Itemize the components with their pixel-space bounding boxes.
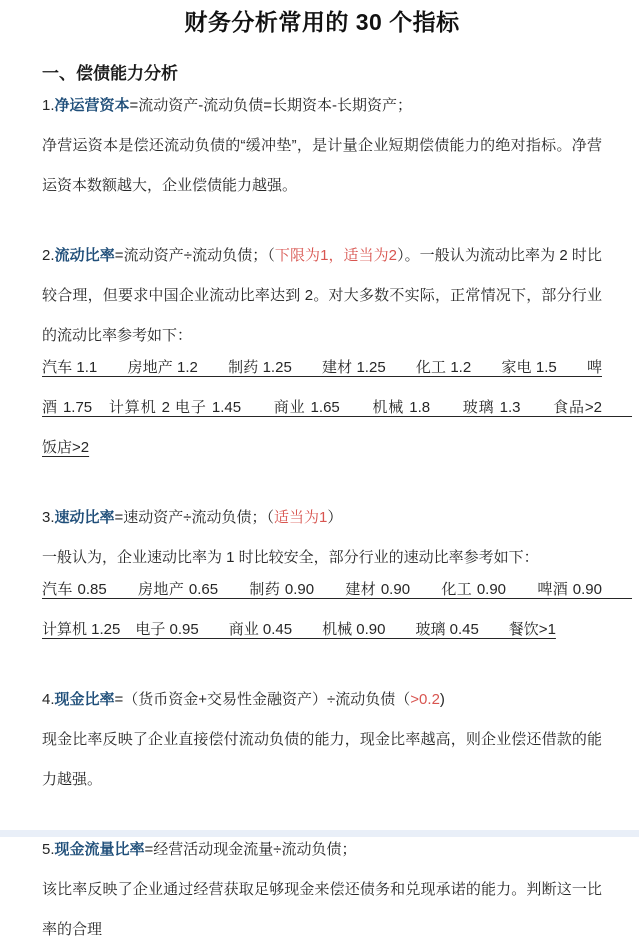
document-page — [0, 6, 639, 950]
section-heading-solvency: 一、偿债能力分析 — [42, 64, 178, 83]
indicator-3-term: 速动比率 — [54, 509, 115, 526]
document-title: 财务分析常用的 30 个指标 — [184, 9, 460, 35]
indicator-5-term: 现金流量比率 — [54, 841, 145, 858]
indicator-3-formula-tail: ） — [327, 509, 343, 526]
indicator-5-description: 该比率反映了企业通过经营获取足够现金来偿还债务和兑现承诺的能力。判断这一比率的合理 — [42, 881, 602, 938]
indicator-4-formula-text: =（货币资金+交易性金融资产）÷流动负债（ — [114, 691, 411, 708]
indicator-1-formula-text: =流动资产-流动负债=长期资本-长期资产； — [129, 97, 413, 114]
indicator-4-description: 现金比率反映了企业直接偿付流动负债的能力，现金比率越高，则企业偿还借款的能力越强。 — [42, 731, 602, 788]
indicator-2-formula — [42, 236, 602, 356]
indicator-5-number: 5. — [42, 841, 55, 858]
indicator-3-reference-table: 汽车 0.85 房地产 0.65 制药 0.90 建材 0.90 化工 0.90 啤酒 0.90 计算机 1.25 电子 0.95 商业 0.45 机械 0.90 玻璃 0.45 餐饮>1 — [42, 581, 633, 638]
indicator-2-formula-text: =流动资产÷流动负债；（ — [114, 247, 275, 264]
indicator-2-reference-table: 汽车 1.1 房地产 1.2 制药 1.25 建材 1.25 化工 1.2 家电 1.5 啤酒 1.75 计算机 2 电子 1.45 商业 1.65 机械 1.8 玻璃 1.3 食品>2 饭店>2 — [42, 359, 633, 456]
indicator-4-term: 现金比率 — [54, 691, 115, 708]
indicator-1-formula — [42, 86, 602, 126]
indicator-1-term: 净运营资本 — [54, 97, 130, 114]
indicator-2-formula-tail: ）。一般认为流动比率为 2 时比较合理，但要求中国企业流动比率达到 2。对大多数不实际，正常情况下，部分行业的流动比率参考如下： — [42, 247, 602, 344]
indicator-4-formula — [42, 680, 602, 720]
indicator-2-number: 2. — [42, 247, 55, 264]
bottom-window-strip — [0, 830, 639, 837]
indicator-1-number: 1. — [42, 97, 55, 114]
indicator-3-formula — [42, 498, 602, 538]
indicator-2-term: 流动比率 — [54, 247, 115, 264]
indicator-3-description: 一般认为，企业速动比率为 1 时比较安全，部分行业的速动比率参考如下： — [42, 549, 539, 566]
indicator-2-range-note: 下限为1，适当为2 — [274, 247, 398, 264]
indicator-3-formula-text: =速动资产÷流动负债；（ — [114, 509, 275, 526]
indicator-3-number: 3. — [42, 509, 55, 526]
indicator-5-formula-text: =经营活动现金流量÷流动负债； — [144, 841, 357, 858]
indicator-4-number: 4. — [42, 691, 55, 708]
indicator-1-description: 净营运资本是偿还流动负债的“缓冲垫”，是计量企业短期偿债能力的绝对指标。净营运资本数额越大，企业偿债能力越强。 — [42, 137, 602, 194]
indicator-4-formula-tail: ) — [439, 691, 445, 708]
indicator-3-range-note: 适当为1 — [274, 509, 328, 526]
indicator-4-range-note: >0.2 — [410, 691, 440, 708]
